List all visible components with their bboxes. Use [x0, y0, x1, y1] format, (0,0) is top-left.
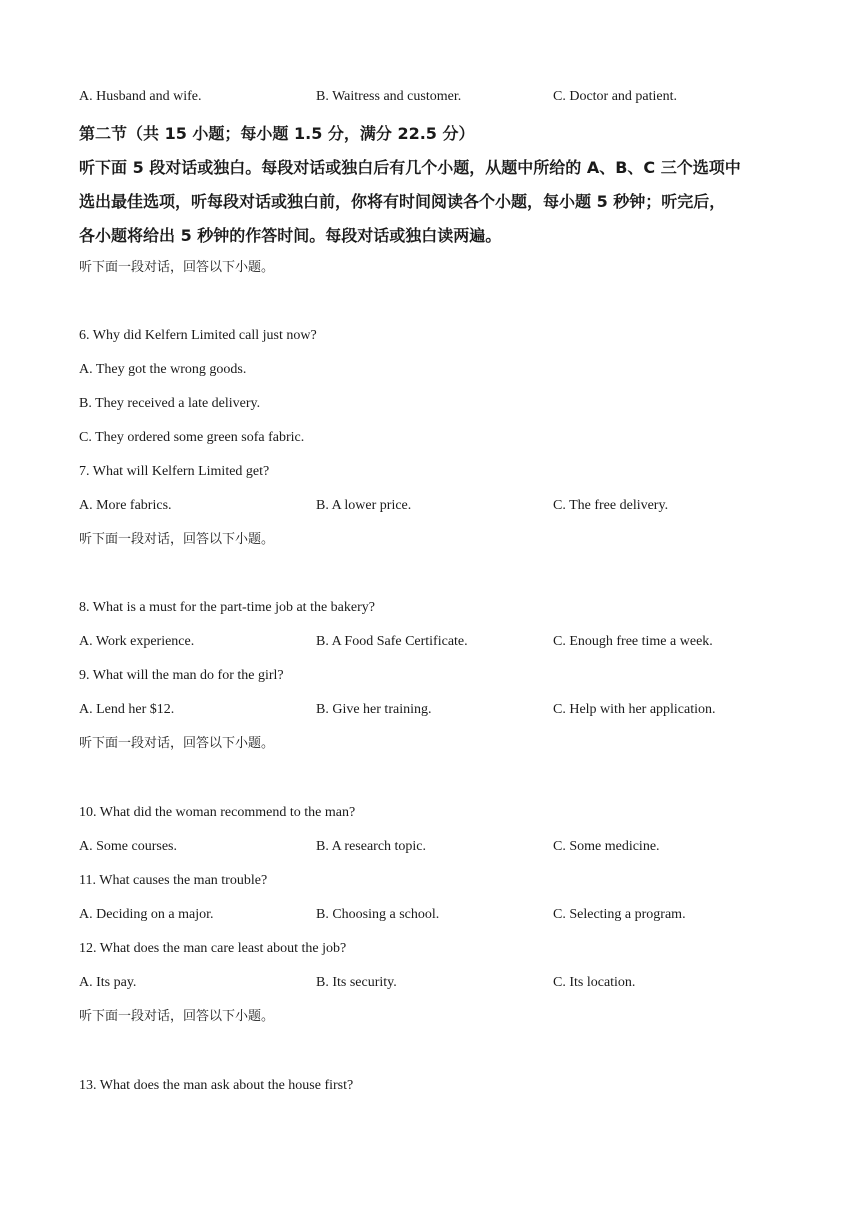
option-b: B. Its security.: [316, 975, 397, 990]
option-a: A. Husband and wife.: [79, 89, 202, 104]
option-a: A. More fabrics.: [79, 498, 172, 513]
option-b: B. A research topic.: [316, 839, 427, 854]
listen-prompt: 听下面一段对话，回答以下小题。: [79, 736, 275, 751]
question-8: 8. What is a must for the part-time job at the bakery?: [79, 600, 375, 615]
question-11: 11. What causes the man trouble?: [79, 873, 268, 888]
option-c: C. Its location.: [553, 975, 636, 990]
listen-prompt: 听下面一段对话，回答以下小题。: [79, 1009, 275, 1024]
option-a: A. Work experience.: [79, 634, 195, 649]
option-c: C. Help with her application.: [553, 702, 716, 717]
question-6-option-a: A. They got the wrong goods.: [79, 362, 247, 377]
question-6: 6. Why did Kelfern Limited call just now?: [79, 328, 317, 343]
option-a: A. Lend her $12.: [79, 702, 175, 717]
question-6-option-c: C. They ordered some green sofa fabric.: [79, 430, 305, 445]
question-10: 10. What did the woman recommend to the man?: [79, 805, 356, 820]
option-a: A. Its pay.: [79, 975, 137, 990]
question-9: 9. What will the man do for the girl?: [79, 668, 284, 683]
option-b: B. A Food Safe Certificate.: [316, 634, 468, 649]
listen-prompt: 听下面一段对话，回答以下小题。: [79, 260, 275, 275]
option-c: C. Selecting a program.: [553, 907, 686, 922]
question-6-option-b: B. They received a late delivery.: [79, 396, 261, 411]
option-c: C. Some medicine.: [553, 839, 660, 854]
option-a: A. Deciding on a major.: [79, 907, 214, 922]
instruction-line-2: 选出最佳选项，听每段对话或独白前，你将有时间阅读各个小题，每小题 5 秒钟；听完后，: [79, 192, 726, 211]
option-c: C. The free delivery.: [553, 498, 669, 513]
option-c: C. Enough free time a week.: [553, 634, 713, 649]
question-13: 13. What does the man ask about the house first?: [79, 1078, 354, 1093]
question-12: 12. What does the man care least about the job?: [79, 941, 347, 956]
option-a: A. Some courses.: [79, 839, 177, 854]
listen-prompt: 听下面一段对话，回答以下小题。: [79, 532, 275, 547]
option-b: B. Choosing a school.: [316, 907, 440, 922]
option-b: B. Give her training.: [316, 702, 432, 717]
option-c: C. Doctor and patient.: [553, 89, 678, 104]
instruction-line-1: 听下面 5 段对话或独白。每段对话或独白后有几个小题，从题中所给的 A、B、C 三个选项中: [79, 158, 741, 177]
option-b: B. A lower price.: [316, 498, 412, 513]
question-7: 7. What will Kelfern Limited get?: [79, 464, 270, 479]
instruction-line-3: 各小题将给出 5 秒钟的作答时间。每段对话或独白读两遍。: [79, 226, 502, 245]
option-b: B. Waitress and customer.: [316, 89, 462, 104]
section-title: 第二节（共 15 小题；每小题 1.5 分，满分 22.5 分）: [79, 124, 475, 143]
